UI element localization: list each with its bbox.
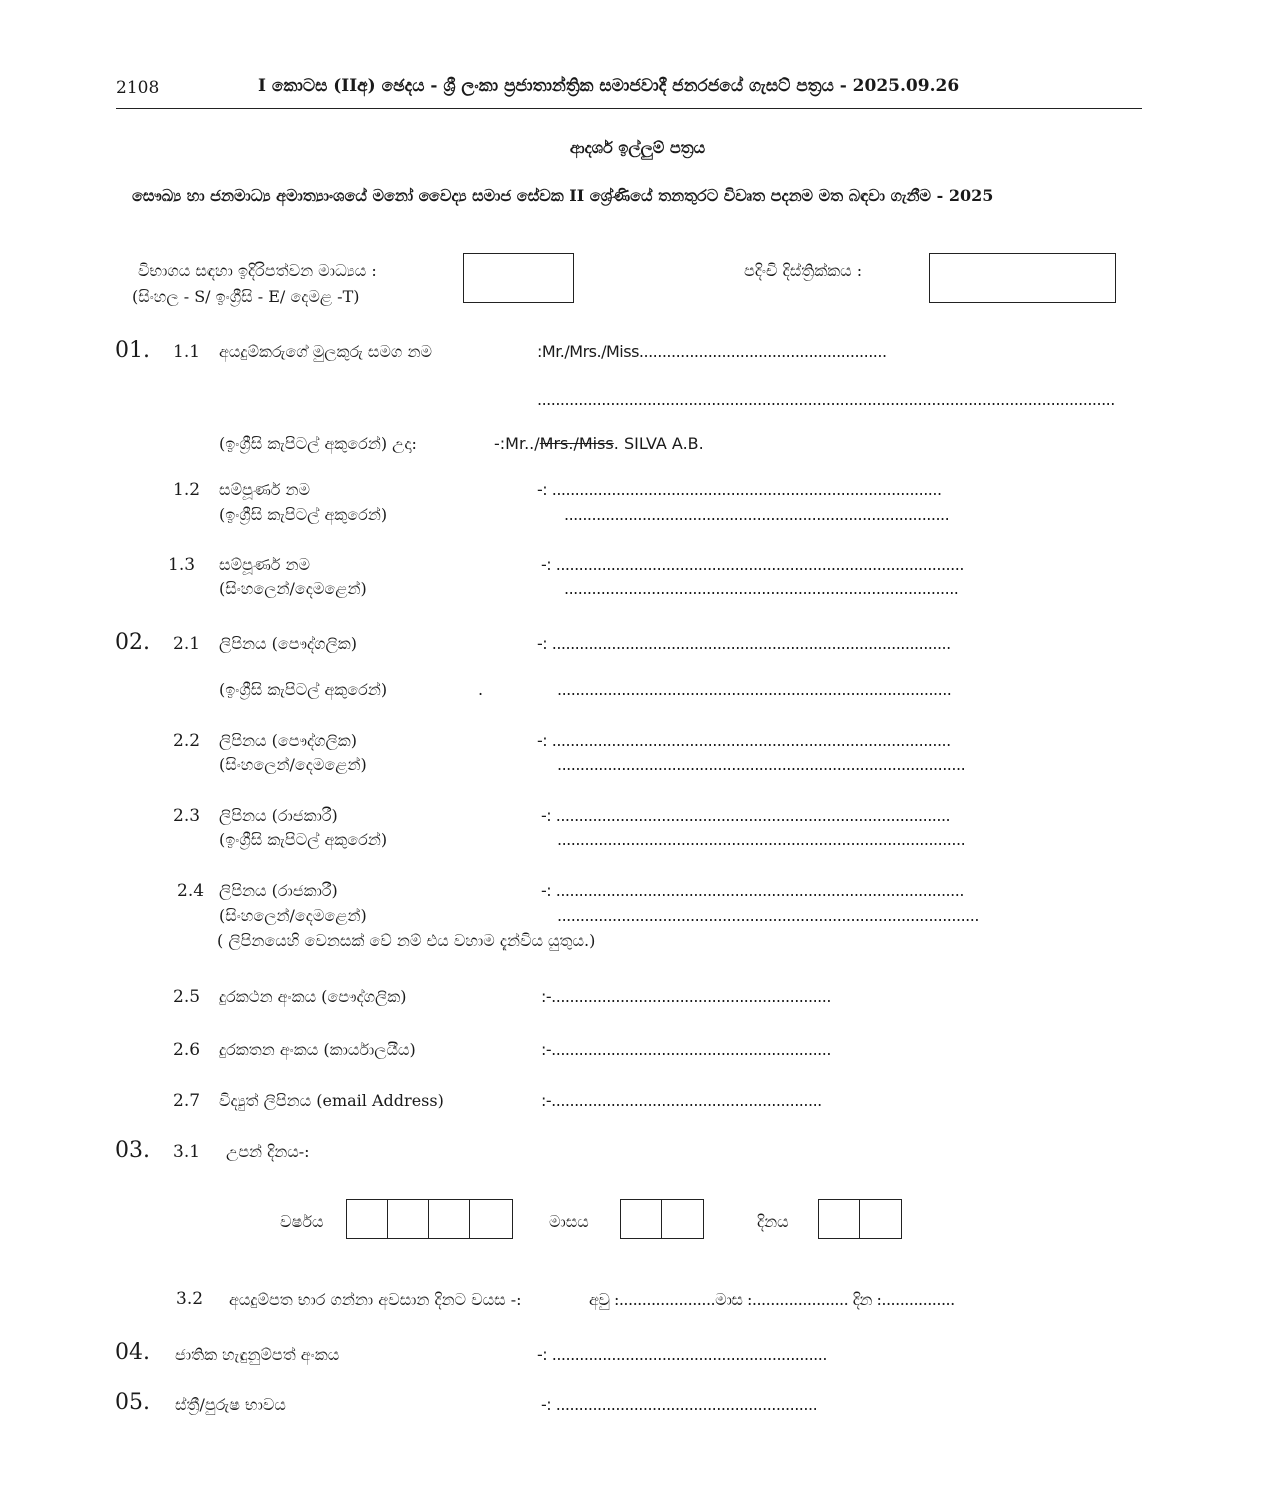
q23-number: 2.3 bbox=[173, 806, 201, 826]
q13-number: 1.3 bbox=[168, 555, 196, 575]
gazette-title: I කොටස (IIඅ) ඡෙදය - ශ්‍රී ලංකා ප්‍රජාතාන්ත්‍රික සමාජවාදී ජනරජයේ ගැසට් පත්‍රය - 2025.09.26 bbox=[258, 76, 960, 96]
q24-field[interactable]: -: ......................................................................................... bbox=[541, 881, 964, 900]
month-digit-box[interactable] bbox=[661, 1199, 704, 1239]
q22-field[interactable]: -: ....................................................................................... bbox=[537, 731, 951, 750]
section-01-number: 01. bbox=[115, 338, 150, 363]
section-04-number: 04. bbox=[115, 1340, 150, 1365]
q22-field-line2[interactable]: ......................................................................................... bbox=[557, 755, 966, 774]
q21-sublabel: (ඉංග්‍රීසි කැපිටල් අකුරෙන්) bbox=[219, 680, 388, 699]
q12-label: සම්පූර්ණ නම bbox=[219, 480, 311, 499]
day-digit-box[interactable] bbox=[818, 1199, 861, 1239]
example-prefix: -:Mr../ bbox=[494, 434, 540, 453]
q21-field[interactable]: -: ....................................................................................... bbox=[537, 634, 951, 653]
medium-label: විභාගය සඳහා ඉදිරිපත්වන මාධ්‍යය : bbox=[138, 261, 377, 280]
nic-field[interactable]: -: ............................................................ bbox=[537, 1345, 827, 1364]
form-title: ආදර්ශ ඉල්ලුම් පත්‍රය bbox=[569, 138, 706, 157]
q11-name-field[interactable]: :Mr./Mrs./Miss...................................................... bbox=[537, 342, 887, 361]
example-struck: Mrs./Miss bbox=[539, 434, 614, 453]
q12-field[interactable]: -: ..................................................................................... bbox=[537, 480, 942, 499]
q23-field-line2[interactable]: ......................................................................................... bbox=[557, 830, 966, 849]
q25-field[interactable]: :-............................................................. bbox=[541, 987, 831, 1006]
section-03-number: 03. bbox=[115, 1138, 150, 1163]
q24-label: ලිපිනය (රාජකාරී) bbox=[219, 881, 338, 900]
q23-field[interactable]: -: ...................................................................................... bbox=[541, 806, 951, 825]
section-05-number: 05. bbox=[115, 1390, 150, 1415]
example-label: (ඉංග්‍රීසි කැපිටල් අකුරෙන්) උදා: bbox=[219, 434, 417, 453]
q12-field-line2[interactable]: .................................................................................... bbox=[564, 505, 950, 524]
q32-label: අයදුම්පත භාර ගන්නා අවසාන දිනට වයස -: bbox=[229, 1290, 522, 1309]
q26-label: දුරකතන අංකය (කාර්යාලයීය) bbox=[219, 1040, 416, 1059]
year-digit-box[interactable] bbox=[428, 1199, 471, 1239]
q27-number: 2.7 bbox=[173, 1091, 201, 1111]
q22-label: ලිපිනය (පෞද්ගලික) bbox=[219, 731, 357, 750]
day-digit-box[interactable] bbox=[859, 1199, 902, 1239]
q12-number: 1.2 bbox=[173, 480, 201, 500]
q22-number: 2.2 bbox=[173, 731, 201, 751]
q25-label: දුරකථන අංකය (පෞද්ගලික) bbox=[219, 987, 407, 1006]
q11-label: අයදුම්කරුගේ මුලකුරු සමග නම bbox=[219, 342, 432, 361]
year-digit-box[interactable] bbox=[387, 1199, 430, 1239]
q11-name-line2[interactable]: .............................................................................................................................. bbox=[537, 390, 1115, 409]
q21-label: ලිපිනය (පෞද්ගලික) bbox=[219, 634, 357, 653]
q31-number: 3.1 bbox=[173, 1142, 201, 1162]
q26-field[interactable]: :-............................................................. bbox=[541, 1040, 831, 1059]
gender-field[interactable]: -: ......................................................... bbox=[541, 1395, 818, 1414]
q21-dot: . bbox=[478, 680, 484, 699]
year-digit-box[interactable] bbox=[469, 1199, 513, 1239]
q12-sublabel: (ඉංග්‍රීසි කැපිටල් අකුරෙන්) bbox=[219, 505, 388, 524]
q21-number: 2.1 bbox=[173, 634, 201, 654]
q21-field-line2[interactable]: ...................................................................................... bbox=[557, 680, 952, 699]
page-number: 2108 bbox=[116, 78, 160, 98]
month-label: මාසය bbox=[549, 1212, 589, 1231]
q13-field[interactable]: -: ......................................................................................... bbox=[541, 555, 964, 574]
q32-number: 3.2 bbox=[176, 1289, 204, 1309]
day-label: දිනය bbox=[757, 1212, 789, 1231]
q24-sublabel: (සිංහලෙන්/දෙමළෙන්) bbox=[219, 906, 367, 925]
month-digit-box[interactable] bbox=[620, 1199, 663, 1239]
section-02-number: 02. bbox=[115, 630, 150, 655]
q22-sublabel: (සිංහලෙන්/දෙමළෙන්) bbox=[219, 755, 367, 774]
header-rule bbox=[116, 108, 1142, 109]
q25-number: 2.5 bbox=[173, 987, 201, 1007]
q26-number: 2.6 bbox=[173, 1040, 201, 1060]
nic-label: ජාතික හැඳුනුම්පත් අංකය bbox=[175, 1345, 340, 1364]
district-label: පදිංචි දිස්ත්‍රික්කය : bbox=[744, 261, 863, 280]
q13-field-line2[interactable]: ...................................................................................... bbox=[564, 579, 959, 598]
example-suffix: . SILVA A.B. bbox=[613, 434, 704, 453]
district-input-box[interactable] bbox=[929, 253, 1116, 303]
q31-label: උපන් දිනය-: bbox=[226, 1142, 310, 1161]
q27-field[interactable]: :-........................................................... bbox=[541, 1091, 822, 1110]
year-digit-box[interactable] bbox=[346, 1199, 389, 1239]
q32-age-fields[interactable]: අවු :.....................මාස :..................... දින :................ bbox=[589, 1290, 955, 1309]
q24-field-line2[interactable]: ............................................................................................ bbox=[557, 906, 979, 925]
q23-sublabel: (ඉංග්‍රීසි කැපිටල් අකුරෙන්) bbox=[219, 830, 388, 849]
medium-options: (සිංහල - S/ ඉංග්‍රීසි - E/ දෙමළ -T) bbox=[132, 287, 360, 306]
q24-note: ( ලිපිනයෙහි වෙනසක් වේ නම් එය වහාම දැන්විය යුතුය.) bbox=[217, 931, 596, 950]
form-subject: සෞඛ්‍ය හා ජනමාධ්‍ය අමාත්‍යාංශයේ මනෝ වෛද්‍ය සමාජ සේවක II ශ්‍රේණියේ තනතුරට විවෘත පදනම මත බඳවා ගැනීම - 2025 bbox=[132, 186, 994, 205]
q24-number: 2.4 bbox=[177, 881, 205, 901]
q23-label: ලිපිනය (රාජකාරී) bbox=[219, 806, 338, 825]
q13-sublabel: (සිංහලෙන්/දෙමළෙන්) bbox=[219, 579, 367, 598]
example-value bbox=[494, 434, 704, 453]
year-label: වර්ෂය bbox=[280, 1212, 324, 1231]
gender-label: ස්ත්‍රී/පුරුෂ භාවය bbox=[175, 1395, 286, 1414]
q11-number: 1.1 bbox=[173, 342, 201, 362]
medium-input-box[interactable] bbox=[463, 253, 574, 303]
q13-label: සම්පූර්ණ නම bbox=[219, 555, 311, 574]
q27-label: විද්‍යුත් ලිපිනය (email Address) bbox=[219, 1091, 444, 1110]
